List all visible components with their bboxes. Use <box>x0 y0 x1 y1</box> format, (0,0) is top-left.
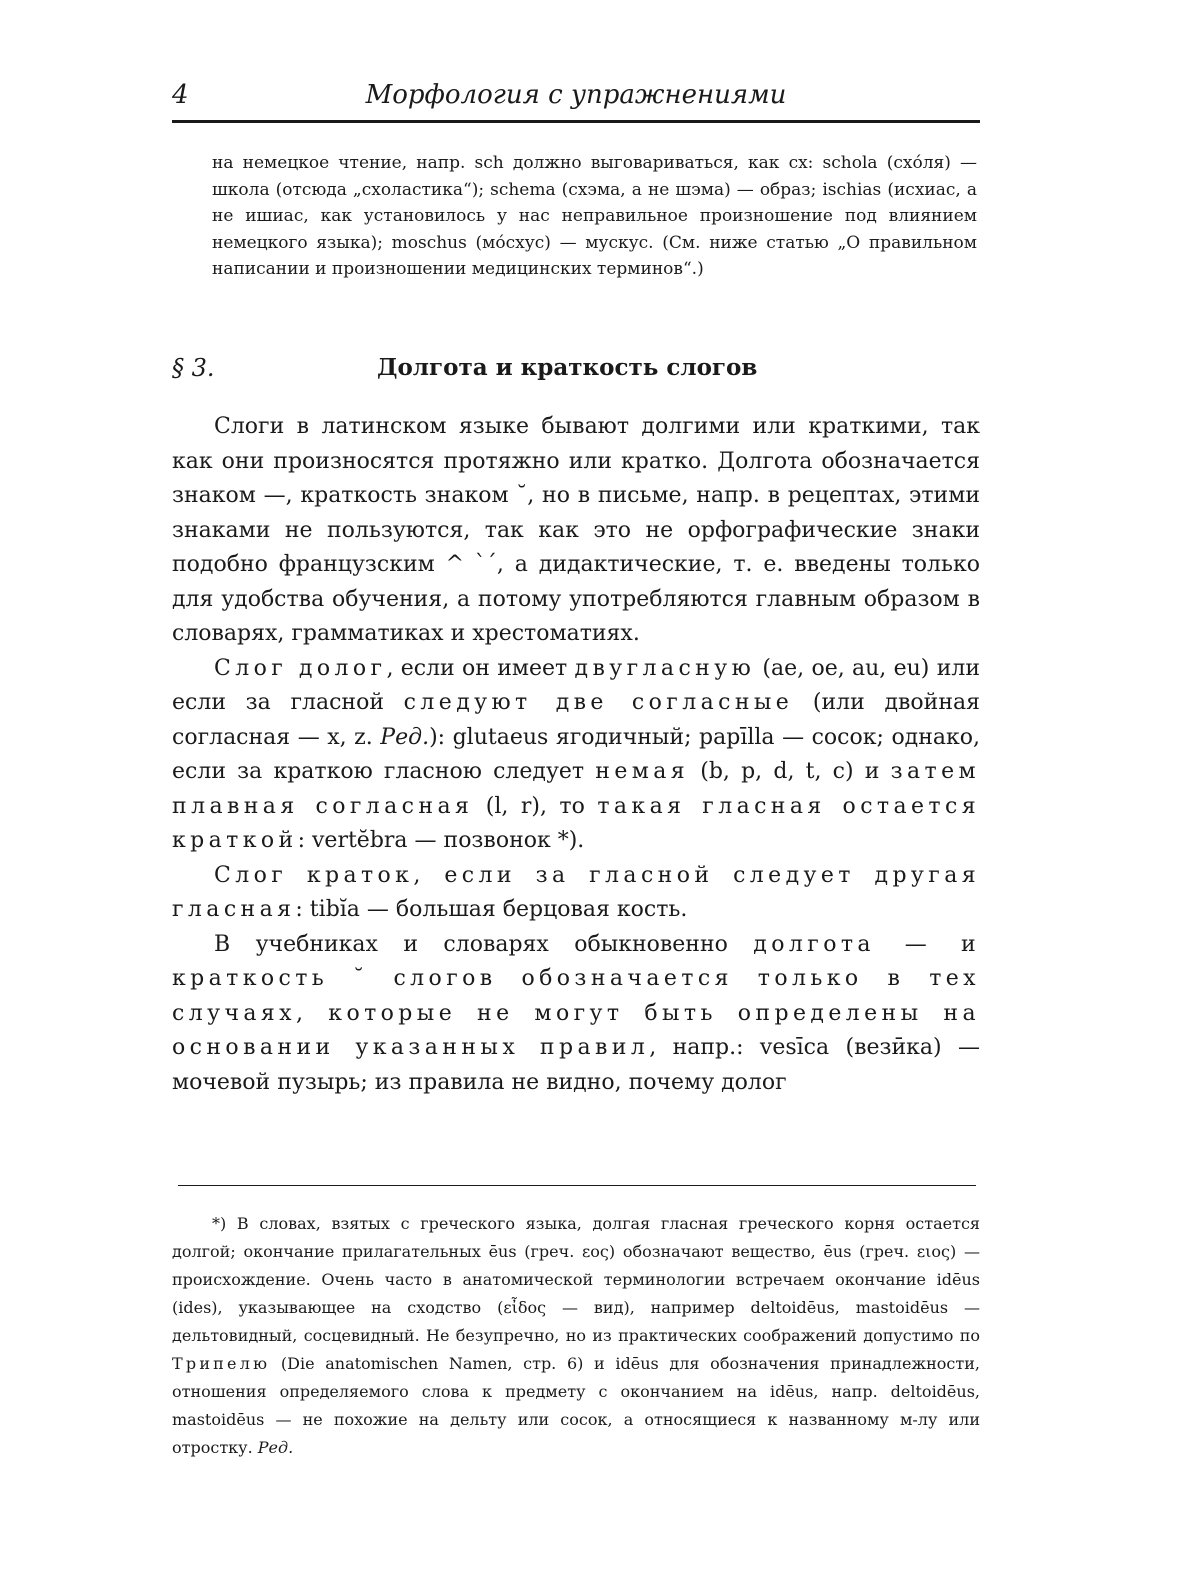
page-header <box>172 80 980 120</box>
editor-note: Ред. <box>257 1438 294 1457</box>
spaced-term: долгота — и краткость ˘ слогов обозначается только в тех случаях, которые не могут быть определены на основании указанных правил <box>172 931 981 1060</box>
text-run: , если он имеет <box>386 655 575 681</box>
text-run: (или двойная согласная — x, z. <box>172 690 980 750</box>
text-run: (ae, oe, au, eu) или если за гласной <box>172 655 980 715</box>
header-rule <box>172 120 980 123</box>
footnote-text: (Die anatomischen Namen, стр. 6) и idēus для обозначения принадлежности, отношения определяемого слова к предмету с окончанием на idēus, напр. deltoidēus, mastoidēus — не похожие на дельту или сосок, а относящиеся к названному м-лу или отростку. <box>172 1354 980 1457</box>
section-number: § 3. <box>172 354 215 382</box>
body-text <box>172 410 980 1100</box>
editor-note: Ред. <box>380 724 430 750</box>
text-run: ): glutaeus ягодичный; papīlla — сосок; однако, если за краткою гласною следует <box>172 724 980 784</box>
section-heading <box>172 354 980 388</box>
text-run: (b, p, d, t, c) и <box>689 759 891 784</box>
footnote <box>172 1210 980 1462</box>
spaced-term: следуют две согласные <box>403 690 794 715</box>
paragraph-dictionaries <box>172 928 980 1101</box>
spaced-term: такая гласная остается краткой <box>172 793 980 853</box>
footnote-rule <box>178 1185 976 1186</box>
spaced-term: затем плавная согласная <box>172 759 980 819</box>
spaced-term: немая <box>595 759 690 784</box>
paragraph-long-syllable <box>172 652 980 859</box>
spaced-term: двугласную <box>574 655 756 681</box>
text-run: : vertĕbra — позвонок *). <box>297 828 585 853</box>
running-title: Морфология с упражнениями <box>365 80 787 110</box>
paragraph-short-syllable <box>172 859 980 928</box>
text-run: , напр.: vesīca (везӣка) — мочевой пузырь; из правила не видно, почему долог <box>172 1035 980 1095</box>
spaced-term: Слог долог <box>214 655 387 681</box>
spaced-term: Слог краток, если за гласной следует другая гласная <box>172 862 980 922</box>
text-run: (l, r), то <box>473 793 598 819</box>
text-run: : tibĭa — большая берцовая кость. <box>295 897 688 922</box>
text-run: В учебниках и словарях обыкновенно <box>214 931 754 957</box>
section-title: Долгота и краткость слогов <box>377 354 758 381</box>
spaced-name: Трипелю <box>172 1354 271 1373</box>
continued-paragraph: на немецкое чтение, напр. sch должно выговариваться, как сх: schola (схо́ля) — школа (отсюда „схоластика“); schema (схэма, а не шэма) — образ; ischias (исхиас, а не ишиас, как установилось у нас неправильное произношение под влиянием немецкого языка); moschus (мо́схус) — мускус. (См. ниже статью „О правильном написании и произношении медицинских терминов“.) <box>212 153 977 279</box>
page-number: 4 <box>172 80 189 110</box>
footnote-text: *) В словах, взятых с греческого языка, долгая гласная греческого корня остается долгой; окончание прилагательных ēus (греч. εος) обозначают вещество, ēus (греч. ειος) — происхождение. Очень часто в анатомической терминологии встречаем окончание idēus (ides), указывающее на сходство (εἶδος — вид), например deltoidēus, mastoidēus — дельтовидный, сосцевидный. Не безупречно, но из практических соображений допустимо по <box>172 1214 980 1345</box>
paragraph-syllables-intro: Слоги в латинском языке бывают долгими или краткими, так как они произносятся протяжно или кратко. Долгота обозначается знаком —, краткость знаком ˘, но в письме, напр. в рецептах, этими знаками не пользуются, так как это не орфографические знаки подобно французским ^ `´, а дидактические, т. е. введены только для удобства обучения, а потому употребляются главным образом в словарях, грамматиках и хрестоматиях. <box>172 414 980 646</box>
